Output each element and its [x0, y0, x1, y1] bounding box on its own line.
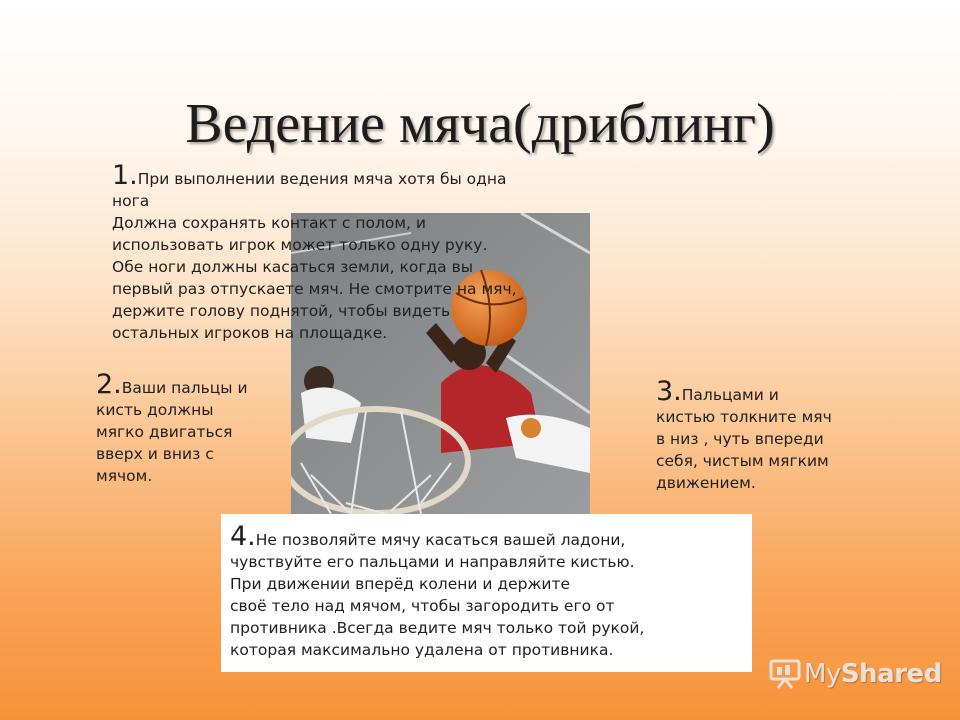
- point-text: остальных игроков на площадке.: [112, 324, 388, 342]
- point-text: первый раз отпускаете мяч. Не смотрите на мяч,: [112, 280, 517, 298]
- point-text: При движении вперёд колени и держите: [230, 575, 571, 593]
- point-1: [112, 160, 602, 344]
- point-text: в низ , чуть впереди: [656, 430, 824, 448]
- watermark-suffix: Shared: [840, 659, 942, 689]
- point-number: 1.: [112, 160, 138, 191]
- point-text: мягко двигаться: [96, 423, 233, 441]
- point-number: 2.: [96, 369, 122, 400]
- point-text: держите голову поднятой, чтобы видеть: [112, 302, 451, 320]
- point-text: Обе ноги должны касаться земли, когда вы: [112, 258, 473, 276]
- point-text: своё тело над мячом, чтобы загородить его от: [230, 597, 615, 615]
- point-number: 3.: [656, 376, 682, 407]
- point-text: мячом.: [96, 467, 153, 485]
- point-number: 4.: [230, 521, 256, 552]
- point-text: Ваши пальцы и: [121, 379, 248, 397]
- point-text: Не позволяйте мячу касаться вашей ладони,: [255, 531, 626, 549]
- point-4: [230, 521, 750, 661]
- point-text: Пальцами и: [681, 386, 779, 404]
- point-text: Должна сохранять контакт с полом, и: [112, 214, 426, 232]
- point-text: кистью толкните мяч: [656, 408, 832, 426]
- point-text: кисть должны: [96, 401, 214, 419]
- point-text: которая максимально удалена от противника.: [230, 641, 614, 659]
- point-3: [656, 376, 876, 494]
- point-text: чувствуйте его пальцами и направляйте кистью.: [230, 553, 635, 571]
- point-text: нога: [112, 192, 150, 210]
- watermark-text: [804, 659, 942, 689]
- point-text: движением.: [656, 474, 756, 492]
- point-2: [96, 369, 296, 487]
- presentation-board-icon: [768, 658, 804, 690]
- myshared-watermark: [768, 658, 942, 690]
- point-text: противника .Всегда ведите мяч только той рукой,: [230, 619, 645, 637]
- watermark-prefix: My: [804, 659, 841, 689]
- point-text: вверх и вниз с: [96, 445, 214, 463]
- slide-title: Ведение мяча(дриблинг): [185, 93, 775, 155]
- point-text: При выполнении ведения мяча хотя бы одна: [137, 170, 507, 188]
- point-text: использовать игрок может только одну руку.: [112, 236, 488, 254]
- point-text: себя, чистым мягким: [656, 452, 829, 470]
